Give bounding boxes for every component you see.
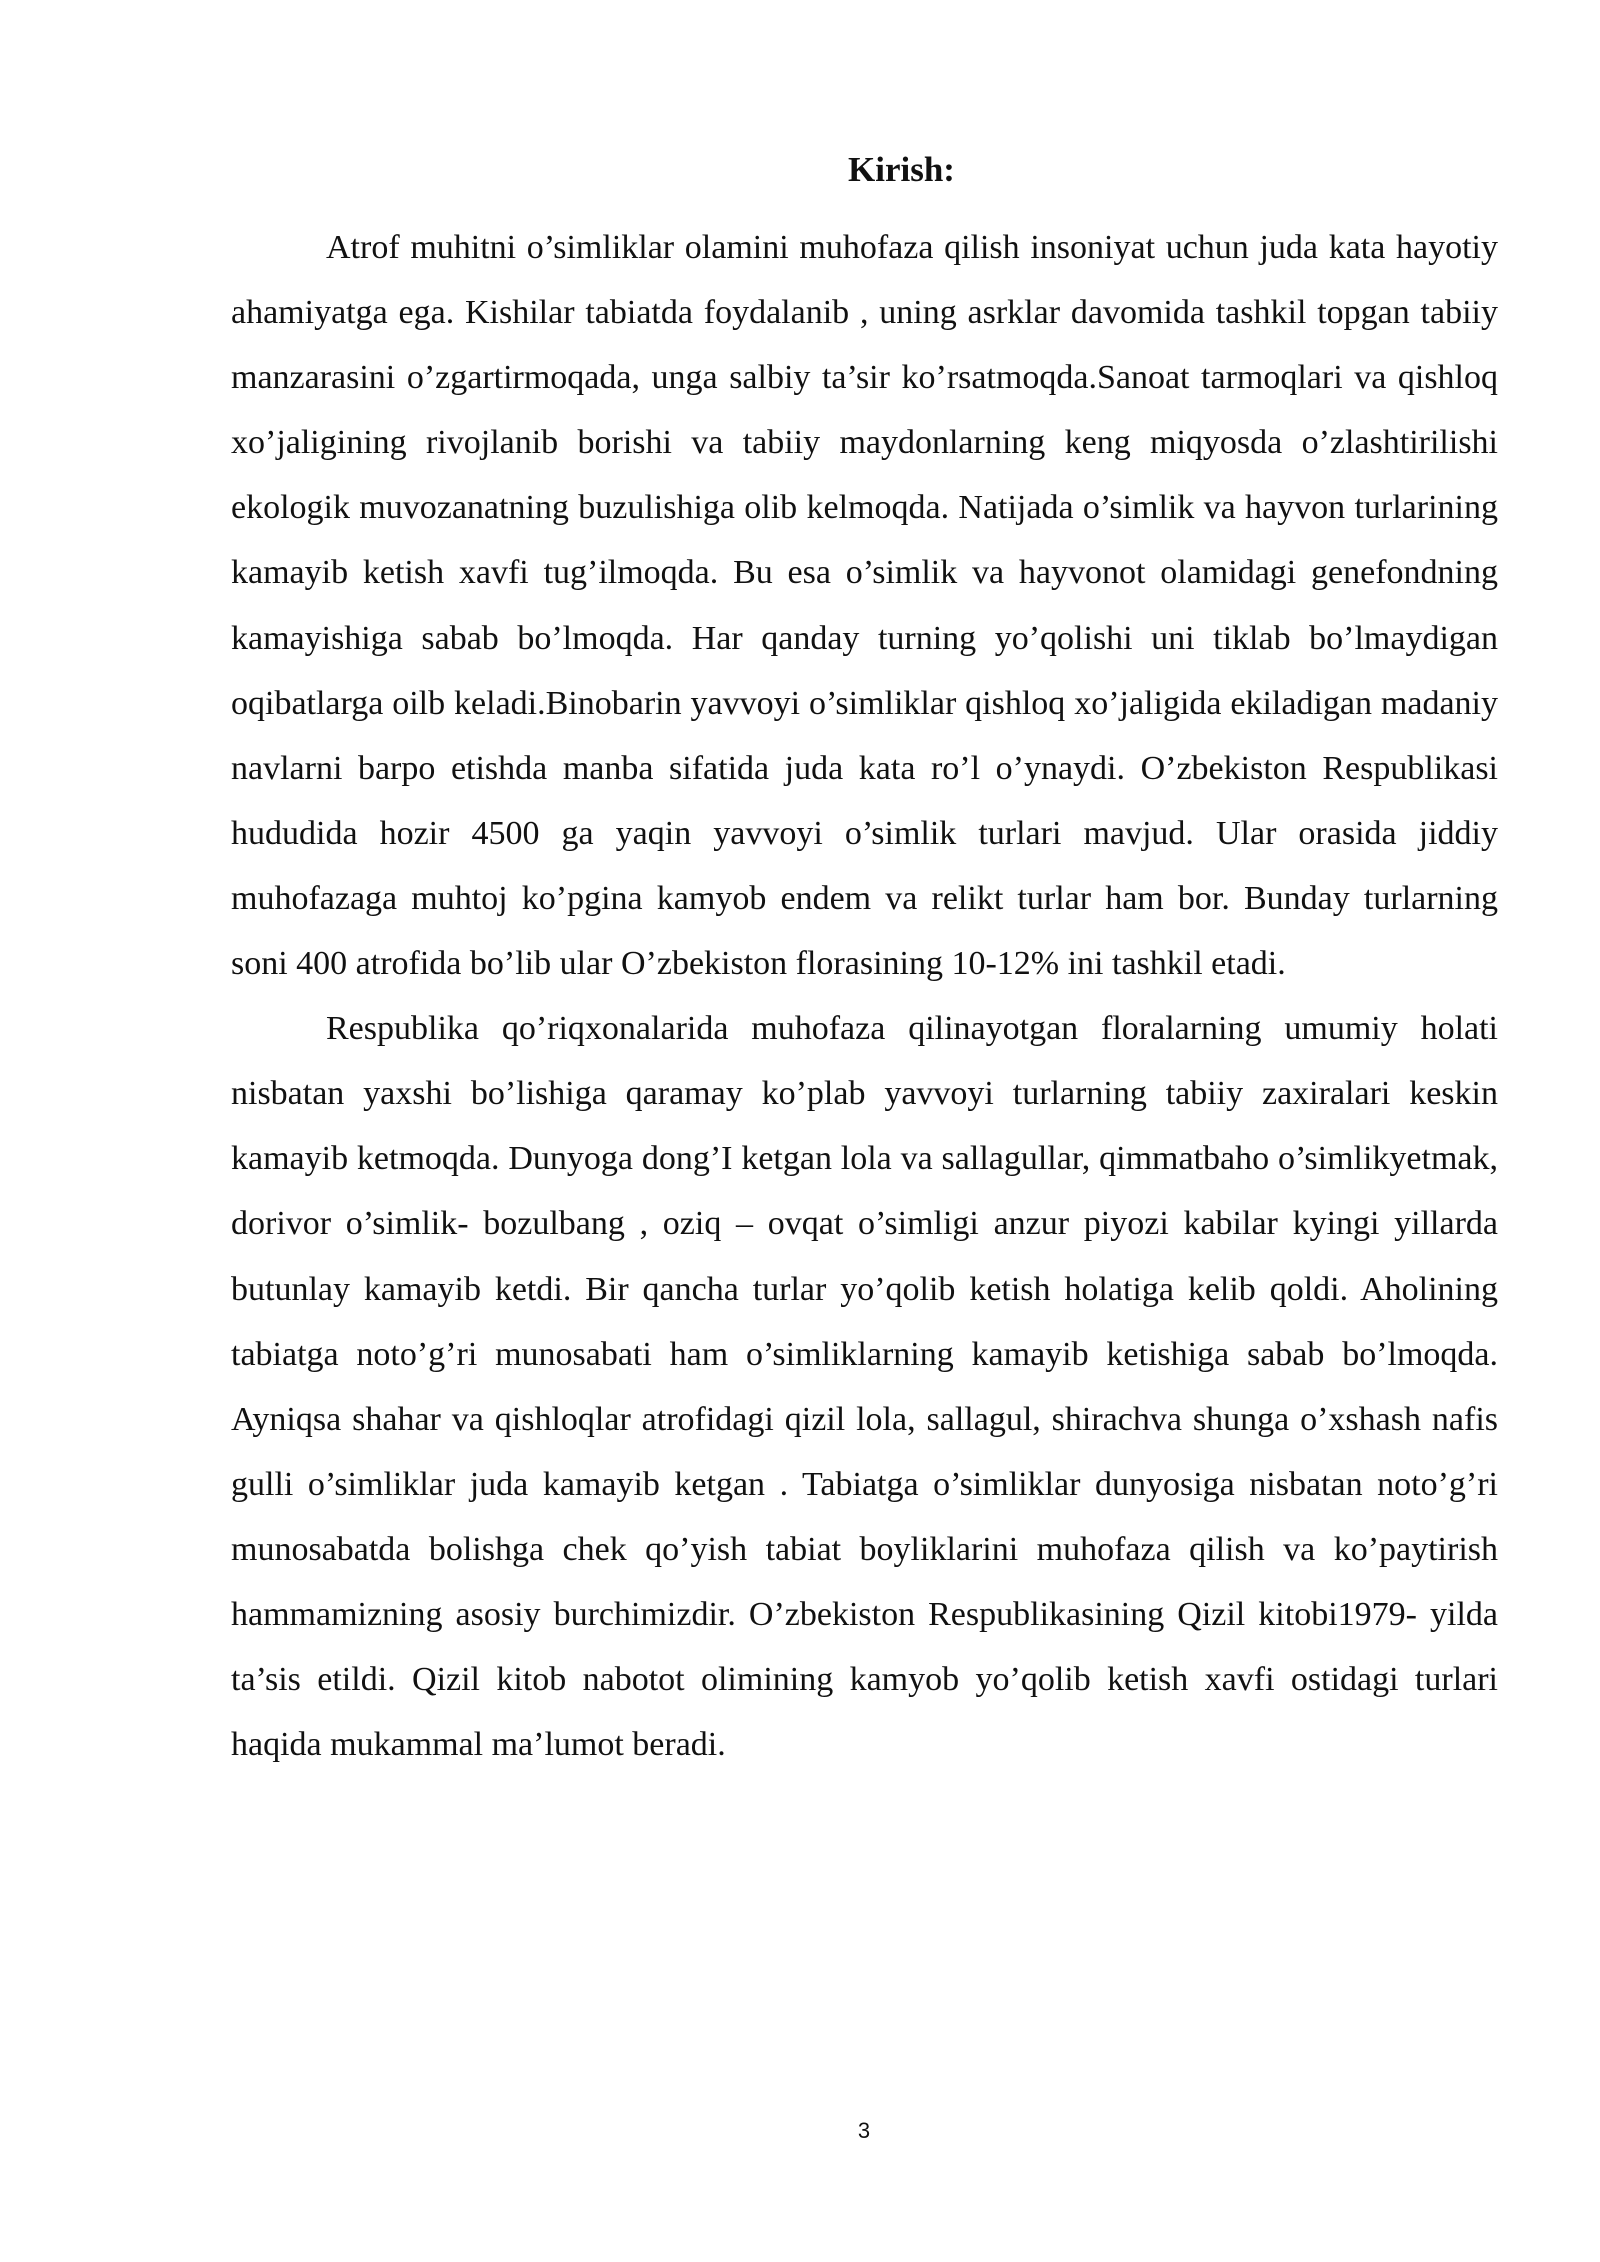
paragraph-1: Atrof muhitni o’simliklar olamini muhofaza qilish insoniyat uchun juda kata hayotiy ahamiyatga ega. Kishilar tabiatda foydalanib , uning asrklar davomida tashkil topgan tabiiy manzarasini o’zgartirmoqada, unga salbiy ta’sir ko’rsatmoqda.Sanoat tarmoqlari va qishloq xo’jaligining rivojlanib borishi va tabiiy maydonlarning keng miqyosda o’zlashtirilishi ekologik muvozanatning buzulishiga olib kelmoqda. Natijada o’simlik va hayvon turlarining kamayib ketish xavfi tug’ilmoqda. Bu esa o’simlik va hayvonot olamidagi genefondning kamayishiga sabab bo’lmoqda. Har qanday turning yo’qolishi uni tiklab bo’lmaydigan oqibatlarga oilb keladi.Binobarin yavvoyi o’simliklar qishloq xo’jaligida ekiladigan madaniy navlarni barpo etishda manba sifatida juda kata ro’l o’ynaydi. O’zbekiston Respublikasi hududida hozir 4500 ga yaqin yavvoyi o’simlik turlari mavjud. Ular orasida jiddiy muhofazaga muhtoj ko’pgina kamyob endem va relikt turlar ham bor. Bunday turlarning soni 400 atrofida bo’lib ular O’zbekiston florasining 10-12% ini tashkil etadi. (231, 229, 1498, 983)
paragraph-2: Respublika qo’riqxonalarida muhofaza qilinayotgan floralarning umumiy holati nisbatan yaxshi bo’lishiga qaramay ko’plab yavvoyi turlarning tabiiy zaxiralari keskin kamayib ketmoqda. Dunyoga dong’I ketgan lola va sallagullar, qimmatbaho o’simlikyetmak, dorivor o’simlik- bozulbang , oziq – ovqat o’simligi anzur piyozi kabilar kyingi yillarda butunlay kamayib ketdi. Bir qancha turlar yo’qolib ketish holatiga kelib qoldi. Aholining tabiatga noto’g’ri munosabati ham o’simliklarning kamayib ketishiga sabab bo’lmoqda. Ayniqsa shahar va qishloqlar atrofidagi qizil lola, sallagul, shirachva shunga o’xshash nafis gulli o’simliklar juda kamayib ketgan . Tabiatga o’simliklar dunyosiga nisbatan noto’g’ri munosabatda bolishga chek qo’yish tabiat boyliklarini muhofaza qilish va ko’paytirish hammamizning asosiy burchimizdir. O’zbekiston Respublikasining Qizil kitobi1979- yilda ta’sis etildi. Qizil kitob nabotot olimining kamyob yo’qolib ketish xavfi ostidagi turlari haqida mukammal ma’lumot beradi. (231, 1010, 1498, 1764)
page-number: 3 (857, 2118, 871, 2143)
section-heading: Kirish: (848, 150, 955, 189)
body-text (231, 215, 1498, 1777)
